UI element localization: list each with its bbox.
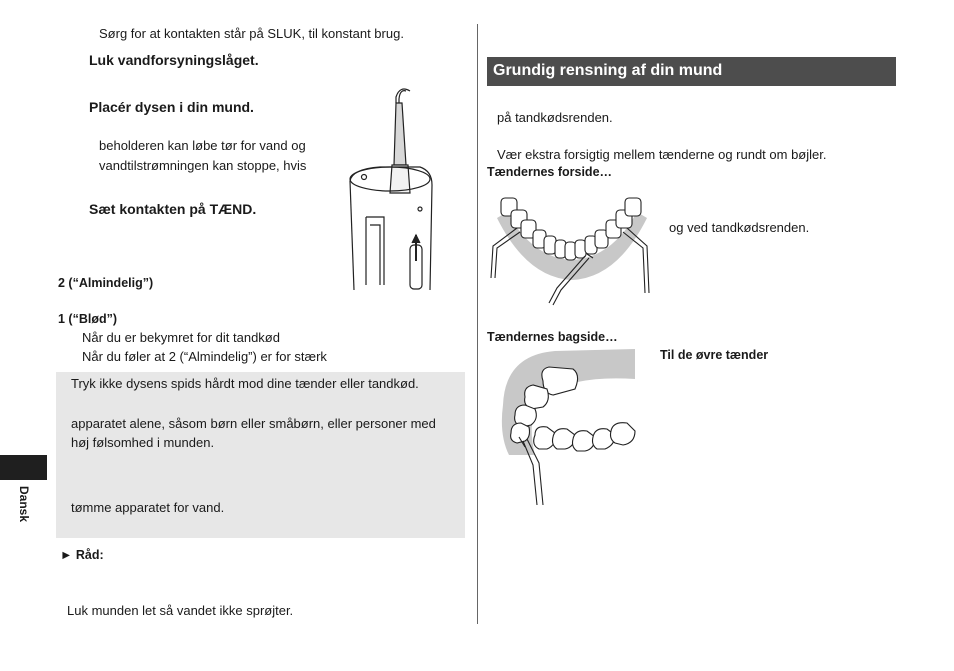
front-teeth-heading: Tændernes forside… [487, 165, 613, 179]
instruction-line-sluk: Sørg for at kontakten står på SLUK, til konstant brug. [99, 26, 404, 41]
front-teeth-note: og ved tandkødsrenden. [669, 220, 810, 235]
irrigator-device-illustration [340, 85, 440, 291]
note-line-2: vandtilstrømningen kan stoppe, hvis [99, 158, 307, 173]
caution-line-4: tømme apparatet for vand. [71, 500, 225, 515]
mode-1-heading: 1 (“Blød”) [58, 312, 118, 326]
back-teeth-heading: Tændernes bagside… [487, 330, 618, 344]
section-title: Grundig rensning af din mund [493, 62, 723, 79]
step-place-nozzle: Placér dysen i din mund. [89, 99, 254, 115]
section-header-bar [487, 57, 896, 86]
back-teeth-illustration [495, 345, 645, 510]
language-tab-label: Dansk [17, 486, 31, 523]
mode-1-item-a: Når du er bekymret for dit tandkød [82, 330, 280, 345]
front-teeth-illustration [487, 188, 657, 308]
mode-2-heading: 2 (“Almindelig”) [58, 276, 154, 290]
right-line-1: på tandkødsrenden. [497, 110, 613, 125]
step-close-lid: Luk vandforsyningslåget. [89, 52, 259, 68]
tip-text: Luk munden let så vandet ikke sprøjter. [67, 603, 294, 618]
upper-teeth-heading: Til de øvre tænder [660, 348, 769, 362]
note-line-1: beholderen kan løbe tør for vand og [99, 138, 306, 153]
tip-label: ► Råd: [60, 548, 104, 562]
right-line-2: Vær ekstra forsigtig mellem tænderne og rundt om bøjler. [497, 147, 827, 162]
step-switch-on: Sæt kontakten på TÆND. [89, 201, 257, 217]
language-tab [0, 455, 47, 480]
caution-line-1: Tryk ikke dysens spids hårdt mod dine tænder eller tandkød. [71, 376, 419, 391]
mode-1-item-b: Når du føler at 2 (“Almindelig”) er for stærk [82, 349, 327, 364]
column-divider [477, 24, 478, 624]
caution-line-3: høj følsomhed i munden. [71, 435, 215, 450]
caution-line-2: apparatet alene, såsom børn eller småbørn, eller personer med [71, 416, 436, 431]
